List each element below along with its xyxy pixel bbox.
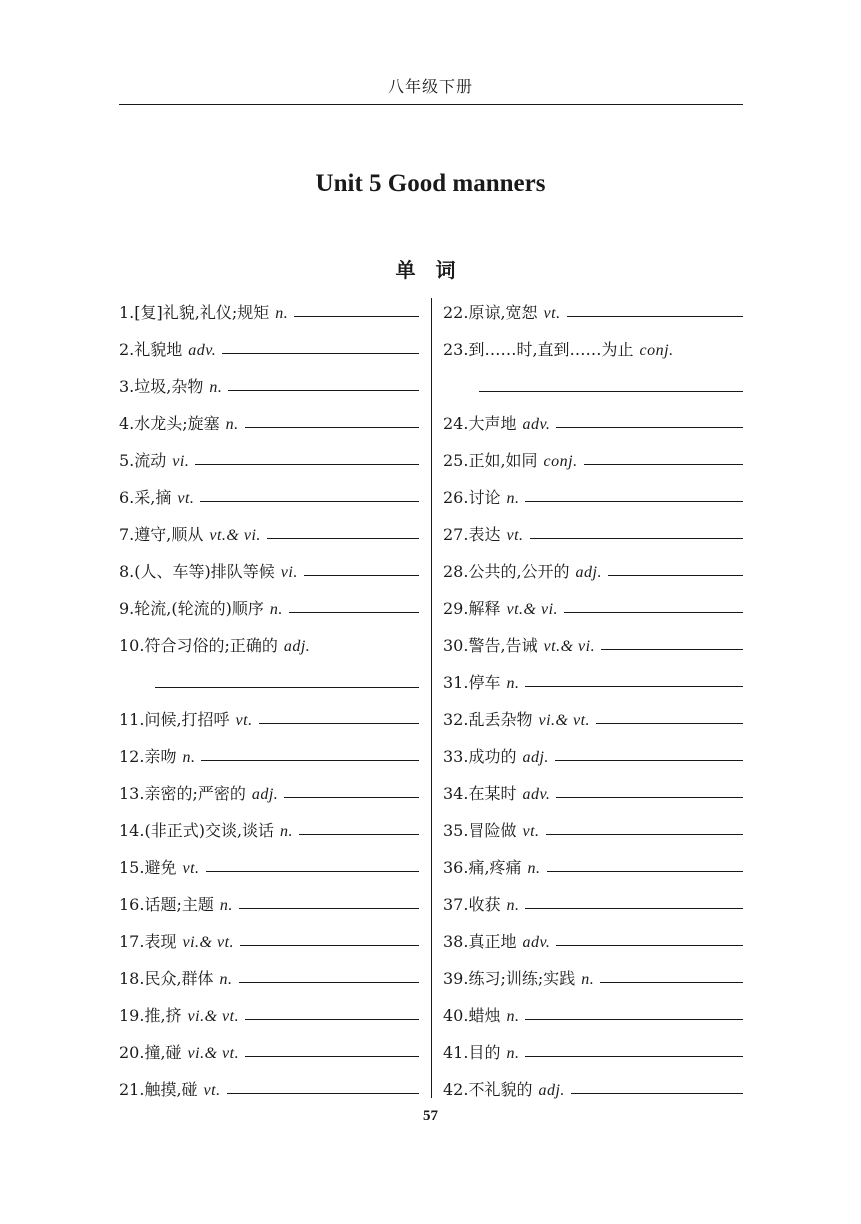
answer-blank[interactable] (206, 855, 419, 872)
part-of-speech: adj. (522, 749, 549, 766)
item-number: 23. (443, 340, 469, 359)
answer-blank[interactable] (600, 966, 743, 983)
part-of-speech: vt. (203, 1082, 221, 1099)
part-of-speech: vi.& vt. (182, 934, 235, 951)
unit-title: Unit 5 Good manners (315, 170, 546, 197)
item-meaning: 练习;训练;实践 (468, 969, 576, 988)
item-number: 4. (119, 414, 135, 433)
item-meaning: 大声地 (468, 414, 517, 433)
item-number: 18. (119, 969, 145, 988)
answer-blank[interactable] (608, 559, 743, 576)
item-number: 28. (443, 562, 469, 581)
vocab-item (443, 1001, 743, 1038)
part-of-speech: n. (506, 675, 520, 692)
vocab-item (119, 409, 419, 446)
item-number: 36. (443, 858, 469, 877)
vocab-column-left (119, 298, 419, 1112)
part-of-speech: vi.& vt. (187, 1008, 240, 1025)
answer-blank[interactable] (155, 687, 419, 688)
part-of-speech: n. (506, 490, 520, 507)
answer-blank[interactable] (239, 892, 419, 909)
vocab-item (443, 446, 743, 483)
item-meaning: 成功的 (468, 747, 517, 766)
item-number: 15. (119, 858, 145, 877)
part-of-speech: n. (506, 897, 520, 914)
vocab-item (119, 631, 419, 705)
item-meaning: 正如,如同 (468, 451, 538, 470)
part-of-speech: n. (527, 860, 541, 877)
answer-blank[interactable] (284, 781, 419, 798)
vocab-item (119, 483, 419, 520)
part-of-speech: vt. (177, 490, 195, 507)
answer-blank[interactable] (556, 411, 743, 428)
vocab-item (443, 594, 743, 631)
item-number: 16. (119, 895, 145, 914)
vocab-item (119, 890, 419, 927)
part-of-speech: n. (581, 971, 595, 988)
item-meaning: 问候,打招呼 (144, 710, 230, 729)
item-meaning: 亲密的;严密的 (144, 784, 246, 803)
part-of-speech: adv. (522, 416, 551, 433)
answer-blank[interactable] (267, 522, 419, 539)
part-of-speech: n. (280, 823, 294, 840)
part-of-speech: vt.& vi. (506, 601, 559, 618)
item-meaning: 停车 (468, 673, 501, 692)
part-of-speech: n. (506, 1008, 520, 1025)
item-number: 37. (443, 895, 469, 914)
item-number: 6. (119, 488, 135, 507)
answer-blank[interactable] (525, 892, 743, 909)
item-meaning: 垃圾,杂物 (134, 377, 204, 396)
answer-blank[interactable] (525, 485, 743, 502)
item-meaning: 表现 (144, 932, 177, 951)
vocab-item (443, 668, 743, 705)
vocab-item (443, 557, 743, 594)
vocab-item (119, 853, 419, 890)
part-of-speech: n. (219, 897, 233, 914)
part-of-speech: vt.& vi. (543, 638, 596, 655)
item-meaning: 推,挤 (144, 1006, 182, 1025)
part-of-speech: vi.& vt. (538, 712, 591, 729)
part-of-speech: vt. (182, 860, 200, 877)
item-meaning: 不礼貌的 (468, 1080, 533, 1099)
item-meaning: (人、车等)排队等候 (134, 562, 275, 581)
item-meaning: 解释 (468, 599, 501, 618)
vocab-item (119, 335, 419, 372)
column-divider (431, 298, 432, 1098)
part-of-speech: vi.& vt. (187, 1045, 240, 1062)
vocab-item (443, 816, 743, 853)
answer-blank[interactable] (195, 448, 419, 465)
item-number: 41. (443, 1043, 469, 1062)
vocab-item (119, 1075, 419, 1112)
vocab-item (443, 483, 743, 520)
item-meaning: [复]礼貌,礼仪;规矩 (134, 303, 270, 322)
item-meaning: 警告,告诫 (468, 636, 538, 655)
running-header: 八年级下册 (387, 77, 473, 96)
part-of-speech: conj. (639, 342, 674, 359)
answer-blank[interactable] (547, 855, 743, 872)
answer-blank[interactable] (530, 522, 743, 539)
answer-blank[interactable] (299, 818, 419, 835)
answer-blank[interactable] (289, 596, 419, 613)
item-number: 10. (119, 636, 145, 655)
item-meaning: 民众,群体 (144, 969, 214, 988)
answer-blank[interactable] (479, 391, 743, 392)
item-meaning: 蜡烛 (468, 1006, 501, 1025)
answer-blank[interactable] (555, 744, 743, 761)
answer-blank[interactable] (245, 411, 419, 428)
item-number: 25. (443, 451, 469, 470)
part-of-speech: vt. (522, 823, 540, 840)
vocab-item (443, 853, 743, 890)
part-of-speech: adj. (575, 564, 602, 581)
answer-blank[interactable] (304, 559, 419, 576)
item-number: 29. (443, 599, 469, 618)
vocab-item (119, 520, 419, 557)
vocab-item (443, 927, 743, 964)
answer-blank[interactable] (525, 1040, 743, 1057)
answer-blank[interactable] (259, 707, 419, 724)
answer-blank[interactable] (245, 1040, 419, 1057)
vocab-item (443, 1038, 743, 1075)
item-number: 14. (119, 821, 145, 840)
vocab-item (443, 335, 743, 409)
part-of-speech: vt. (506, 527, 524, 544)
item-number: 30. (443, 636, 469, 655)
answer-blank[interactable] (596, 707, 743, 724)
item-number: 19. (119, 1006, 145, 1025)
answer-blank[interactable] (546, 818, 743, 835)
vocab-item (443, 631, 743, 668)
vocab-item (119, 779, 419, 816)
item-meaning: 水龙头;旋塞 (134, 414, 220, 433)
item-number: 22. (443, 303, 469, 322)
item-meaning: 话题;主题 (144, 895, 214, 914)
answer-blank[interactable] (240, 929, 419, 946)
part-of-speech: n. (219, 971, 233, 988)
item-meaning: (非正式)交谈,谈话 (144, 821, 275, 840)
part-of-speech: adv. (188, 342, 217, 359)
answer-blank[interactable] (239, 966, 419, 983)
part-of-speech: n. (269, 601, 283, 618)
item-number: 21. (119, 1080, 145, 1099)
item-number: 7. (119, 525, 135, 544)
item-number: 12. (119, 747, 145, 766)
item-meaning: 收获 (468, 895, 501, 914)
item-number: 3. (119, 377, 135, 396)
vocab-item (443, 409, 743, 446)
part-of-speech: adv. (522, 786, 551, 803)
item-number: 24. (443, 414, 469, 433)
item-meaning: 采,摘 (134, 488, 172, 507)
part-of-speech: conj. (543, 453, 578, 470)
answer-blank[interactable] (525, 670, 743, 687)
item-number: 26. (443, 488, 469, 507)
vocab-item (119, 927, 419, 964)
part-of-speech: vi. (280, 564, 298, 581)
vocab-column-right (443, 298, 743, 1112)
item-meaning: 原谅,宽恕 (468, 303, 538, 322)
item-meaning: 触摸,碰 (144, 1080, 198, 1099)
part-of-speech: n. (182, 749, 196, 766)
item-number: 13. (119, 784, 145, 803)
part-of-speech: vt. (543, 305, 561, 322)
part-of-speech: n. (506, 1045, 520, 1062)
vocab-item (443, 298, 743, 335)
vocab-item (443, 742, 743, 779)
item-meaning: 表达 (468, 525, 501, 544)
item-meaning: 乱丢杂物 (468, 710, 533, 729)
item-number: 31. (443, 673, 469, 692)
item-number: 40. (443, 1006, 469, 1025)
part-of-speech: adj. (251, 786, 279, 803)
answer-blank[interactable] (200, 485, 419, 502)
answer-blank[interactable] (227, 1077, 419, 1094)
answer-blank[interactable] (222, 337, 419, 354)
item-number: 5. (119, 451, 135, 470)
answer-blank[interactable] (556, 781, 743, 798)
vocab-item (119, 298, 419, 335)
vocab-item (119, 705, 419, 742)
item-meaning: 冒险做 (468, 821, 517, 840)
part-of-speech: vt.& vi. (209, 527, 261, 544)
item-number: 32. (443, 710, 469, 729)
answer-blank[interactable] (564, 596, 743, 613)
item-meaning: 讨论 (468, 488, 501, 507)
item-meaning: 到……时,直到……为止 (468, 340, 634, 359)
item-number: 8. (119, 562, 135, 581)
item-number: 33. (443, 747, 469, 766)
vocab-item (443, 1075, 743, 1112)
item-number: 1. (119, 303, 135, 322)
item-number: 39. (443, 969, 469, 988)
answer-blank[interactable] (556, 929, 743, 946)
item-meaning: 符合习俗的;正确的 (144, 636, 278, 655)
item-meaning: 痛,疼痛 (468, 858, 522, 877)
answer-blank[interactable] (584, 448, 743, 465)
vocab-item (443, 890, 743, 927)
vocab-item (119, 594, 419, 631)
vocab-item (119, 1001, 419, 1038)
item-meaning: 在某时 (468, 784, 517, 803)
item-meaning: 避免 (144, 858, 177, 877)
vocab-item (119, 964, 419, 1001)
item-meaning: 轮流,(轮流的)顺序 (134, 599, 264, 618)
item-meaning: 流动 (134, 451, 167, 470)
vocab-item (443, 705, 743, 742)
item-number: 20. (119, 1043, 145, 1062)
answer-blank[interactable] (294, 300, 419, 317)
answer-blank[interactable] (228, 374, 419, 391)
item-number: 42. (443, 1080, 469, 1099)
item-meaning: 真正地 (468, 932, 517, 951)
part-of-speech: vt. (235, 712, 253, 729)
vocab-item (443, 779, 743, 816)
item-number: 9. (119, 599, 135, 618)
part-of-speech: n. (225, 416, 239, 433)
answer-blank[interactable] (571, 1077, 743, 1094)
item-meaning: 公共的,公开的 (468, 562, 570, 581)
part-of-speech: n. (275, 305, 289, 322)
vocab-item (443, 520, 743, 557)
item-number: 2. (119, 340, 135, 359)
part-of-speech: adj. (283, 638, 311, 655)
item-meaning: 礼貌地 (134, 340, 183, 359)
item-number: 27. (443, 525, 469, 544)
vocab-item (119, 1038, 419, 1075)
header-rule (119, 104, 743, 105)
vocab-item (119, 557, 419, 594)
vocab-item (119, 372, 419, 409)
answer-blank[interactable] (601, 633, 743, 650)
item-meaning: 目的 (468, 1043, 501, 1062)
answer-blank[interactable] (567, 300, 743, 317)
item-meaning: 亲吻 (144, 747, 177, 766)
part-of-speech: adj. (538, 1082, 565, 1099)
page-number: 57 (423, 1108, 438, 1124)
item-meaning: 遵守,顺从 (134, 525, 204, 544)
vocab-item (119, 742, 419, 779)
item-number: 17. (119, 932, 145, 951)
part-of-speech: n. (209, 379, 223, 396)
answer-blank[interactable] (201, 744, 419, 761)
answer-blank[interactable] (525, 1003, 743, 1020)
vocab-item (443, 964, 743, 1001)
answer-blank[interactable] (245, 1003, 419, 1020)
item-number: 38. (443, 932, 469, 951)
part-of-speech: adv. (522, 934, 551, 951)
vocab-item (119, 816, 419, 853)
item-number: 35. (443, 821, 469, 840)
section-title: 单词 (395, 258, 476, 282)
item-meaning: 撞,碰 (144, 1043, 182, 1062)
item-number: 34. (443, 784, 469, 803)
vocab-item (119, 446, 419, 483)
item-number: 11. (119, 710, 145, 729)
part-of-speech: vi. (172, 453, 190, 470)
